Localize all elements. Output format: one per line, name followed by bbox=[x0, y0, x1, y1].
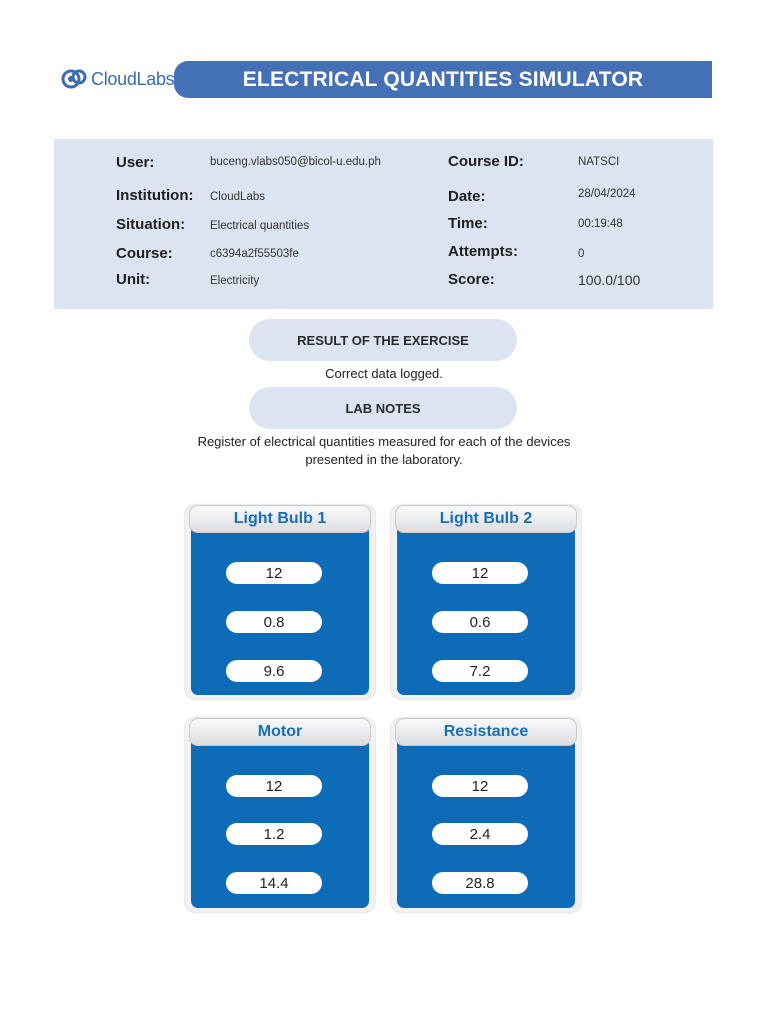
cloudlabs-logo bbox=[61, 66, 174, 92]
lab-notes-heading: LAB NOTES bbox=[249, 387, 517, 429]
attempts-value: 0 bbox=[578, 248, 585, 260]
device-card-title: Resistance bbox=[395, 718, 577, 746]
voltage-value: 12 bbox=[226, 562, 322, 584]
current-value: 2.4 bbox=[432, 823, 528, 845]
current-value: 1.2 bbox=[226, 823, 322, 845]
device-card-motor bbox=[185, 718, 375, 912]
score-label: Score: bbox=[448, 271, 495, 288]
current-value: 0.6 bbox=[432, 611, 528, 633]
device-card-title: Light Bulb 2 bbox=[395, 505, 577, 533]
user-value: buceng.vlabs050@bicol-u.edu.ph bbox=[210, 156, 381, 168]
lab-notes-line-2: presented in the laboratory. bbox=[305, 452, 463, 467]
situation-value: Electrical quantities bbox=[210, 220, 310, 232]
date-label: Date: bbox=[448, 188, 486, 205]
cloud-logo-icon bbox=[61, 67, 89, 91]
score-value: 100.0/100 bbox=[578, 272, 641, 288]
institution-value: CloudLabs bbox=[210, 191, 265, 203]
device-card-light-bulb-1 bbox=[185, 505, 375, 699]
device-card-resistance bbox=[391, 718, 581, 912]
course-id-value: NATSCI bbox=[578, 156, 620, 168]
voltage-value: 12 bbox=[432, 562, 528, 584]
time-value: 00:19:48 bbox=[578, 218, 623, 230]
institution-label: Institution: bbox=[116, 187, 194, 204]
current-value: 0.8 bbox=[226, 611, 322, 633]
info-panel bbox=[54, 139, 713, 309]
result-message: Correct data logged. bbox=[325, 366, 443, 381]
date-value: 28/04/2024 bbox=[578, 188, 636, 200]
logo-text: CloudLabs bbox=[91, 68, 175, 89]
attempts-label: Attempts: bbox=[448, 243, 518, 260]
lab-notes-line-1: Register of electrical quantities measured for each of the devices bbox=[197, 434, 571, 449]
voltage-value: 12 bbox=[432, 775, 528, 797]
page-title: ELECTRICAL QUANTITIES SIMULATOR bbox=[242, 67, 644, 91]
course-id-label: Course ID: bbox=[448, 153, 524, 170]
user-label: User: bbox=[116, 154, 155, 171]
unit-value: Electricity bbox=[210, 275, 260, 287]
situation-label: Situation: bbox=[116, 216, 186, 233]
result-heading: RESULT OF THE EXERCISE bbox=[249, 319, 517, 361]
device-card-title: Light Bulb 1 bbox=[189, 505, 371, 533]
device-card-title: Motor bbox=[189, 718, 371, 746]
power-value: 14.4 bbox=[226, 872, 322, 894]
lab-notes-text bbox=[0, 433, 768, 469]
title-bar bbox=[174, 61, 712, 98]
voltage-value: 12 bbox=[226, 775, 322, 797]
time-label: Time: bbox=[448, 215, 488, 232]
device-card-light-bulb-2 bbox=[391, 505, 581, 699]
power-value: 28.8 bbox=[432, 872, 528, 894]
course-label: Course: bbox=[116, 245, 173, 262]
course-value: c6394a2f55503fe bbox=[210, 248, 299, 260]
power-value: 9.6 bbox=[226, 660, 322, 682]
unit-label: Unit: bbox=[116, 271, 151, 288]
power-value: 7.2 bbox=[432, 660, 528, 682]
